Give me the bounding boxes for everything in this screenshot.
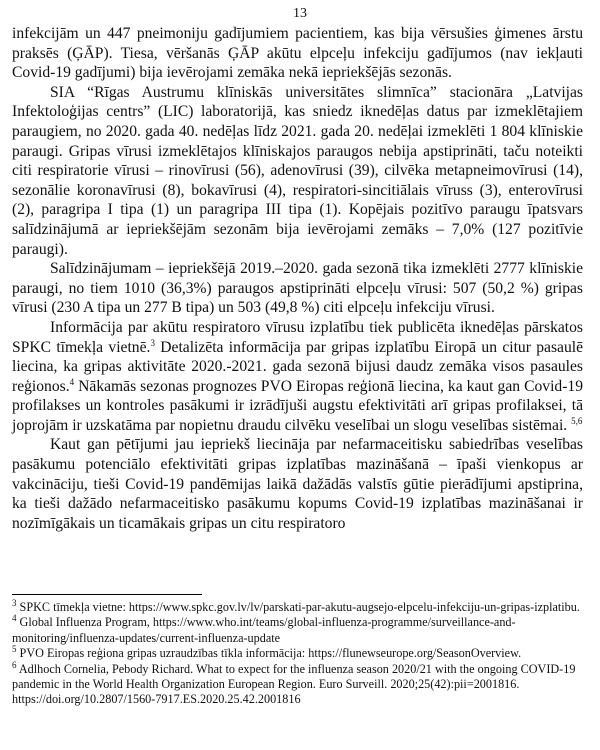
footnote-text: Adlhoch Cornelia, Pebody Richard. What to expect for the influenza season 2020/21 with the ongoing COVID-19 pandemic in the World Health Organization European Region. Euro Surveill. 2020;25(42):pii=2001816. https://doi.org/10.2807/1560-7917.ES.2020.25.42.2001816	[12, 661, 576, 707]
footnote-reference[interactable]: 4	[69, 376, 75, 387]
footnote-reference[interactable]: 3	[150, 337, 155, 348]
paragraph-text: Nākamās sezonas prognozes PVO Eiropas reģionā liecina, ka kaut gan Covid-19 profilakses un kontroles pasākumi ir izrādījuši augstu efektivitāti arī gripas profilaksei, tā joprojām ir uzskatāma par nopietnu draudu cilvēku veselībai un slogu veselības sistēmai.	[12, 377, 583, 434]
paragraph	[12, 435, 583, 533]
footnote-number: 3	[12, 597, 17, 608]
paragraph-text: Kaut gan pētījumi jau iepriekš liecināja par nefarmaceitisku sabiedrības veselības pasākumu potenciālo efektivitāti gripas izplatības mazināšanā – īpaši vienkopus ar vakcināciju, tieši Covid-19 pandēmijas laikā dažādās valstīs gūtie pierādījumi apstiprina, ka tieši dažādo nefarmaceitisko pasākumu kopums Covid-19 izplatības mazināšanai ir nozīmīgākais un ticamākais gripas un citu respiratoro	[12, 436, 583, 532]
footnote-number: 5	[12, 644, 17, 655]
page-number: 13	[293, 6, 307, 21]
footnote-number: 4	[12, 613, 17, 624]
footnote-text: PVO Eiropas reģiona gripas uzraudzības tīkla informācija: https://flunewseurope.org/SeasonOverview.	[16, 646, 522, 661]
paragraph-text: infekcijām un 447 pneimoniju gadījumiem pacientiem, kas bija vērsušies ģimenes ārstu praksēs (ĢĀP). Tiesa, vēršanās ĢĀP akūtu elpceļu infekciju gadījumos (nav iekļauti Covid-19 gadījumi) bija ievērojami zemāka nekā iepriekšējās sezonās.	[12, 25, 583, 82]
footnote-number: 6	[12, 659, 17, 670]
footnote	[12, 615, 588, 646]
paragraph-text: Informācija par akūtu respiratoro vīrusu izplatību tiek publicēta iknedēļas pārskatos SPKC tīmekļa vietnē.	[12, 318, 583, 356]
footnote-text: SPKC tīmekļa vietne: https://www.spkc.gov.lv/lv/parskati-par-akutu-augsejo-elpcelu-infekciju-un-gripas-izplatibu.	[16, 600, 580, 614]
footnote	[12, 597, 588, 615]
paragraph	[12, 318, 583, 436]
footnote	[12, 646, 588, 661]
paragraph-text: Detalizēta informācija par gripas izplatību Eiropā un citur pasaulē liecina, ka gripas aktivitāte 2020.-2021. gada sezonā bijusi daudz zemāka visos pasaules reģionos.	[12, 338, 584, 395]
paragraph	[12, 24, 583, 83]
footnotes	[12, 597, 588, 708]
footnote-divider	[12, 594, 202, 595]
paragraph-text: Salīdzinājumam – iepriekšējā 2019.–2020. gada sezonā tika izmeklēti 2777 klīniskie paraugi, no tiem 1010 (36,3%) paraugos apstiprināti elpceļu vīrusi: 507 (50,2 %) gripas vīrusi (230 A tipa un 277 B tipa) un 503 (49,8 %) citi elpceļu infekciju vīrusi.	[12, 260, 583, 317]
footnote	[12, 659, 588, 708]
paragraph	[12, 83, 583, 259]
paragraph	[12, 259, 583, 318]
paragraph-text: SIA “Rīgas Austrumu klīniskās universitātes slimnīca” stacionāra „Latvijas Infektoloģijas centrs” (LIC) laboratorijā, kas sniedz iknedēļas datus par izmeklētajiem paraugiem, no 2020. gada 40. nedēļas līdz 2021. gada 20. nedēļai izmeklēti 1 804 klīniskie paraugi. Gripas vīrusi izmeklētajos klīniskajos paraugos nebija apstiprināti, taču noteikti citi respiratorie vīrusi – rinovīrusi (56), adenovīrusi (39), cilvēka metapneimovīrusi (14), sezonālie koronavīrusi (8), bokavīrusi (4), respiratori-sincitiālais vīruss (3), enterovīrusi (2), paragripa I tipa (1) un paragripa III tipa (1). Kopējais pozitīvo paraugu īpatsvars salīdzinājumā ar iepriekšējām sezonām bija ievērojami zemāks – 7,0% (127 pozitīvie paraugi).	[12, 83, 583, 258]
footnote-reference[interactable]: 5,6	[571, 415, 583, 426]
body-text	[12, 24, 583, 533]
footnote-text: Global Influenza Program, https://www.who.int/teams/global-influenza-programme/surveillance-and-monitoring/influenza-updates/current-influenza-update	[12, 615, 516, 645]
